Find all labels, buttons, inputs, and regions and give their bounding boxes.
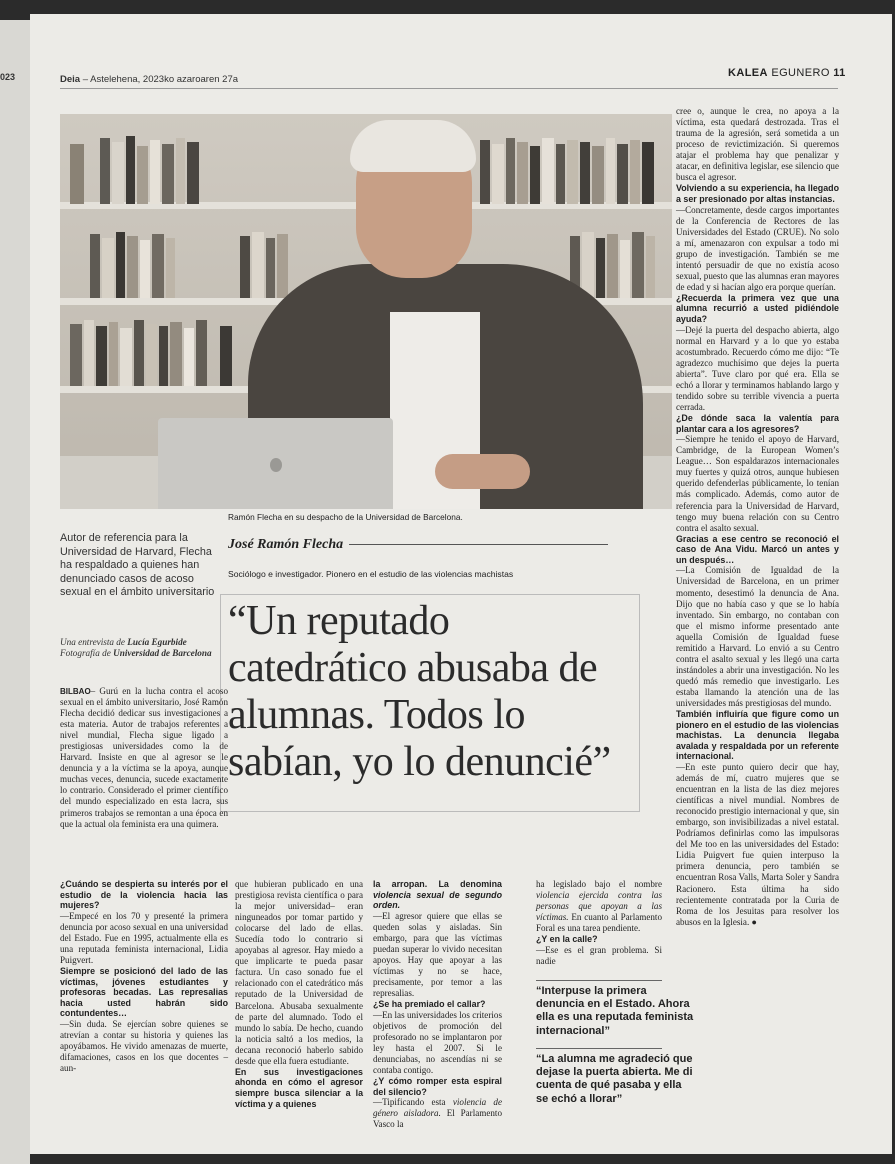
book-row	[70, 134, 230, 204]
question: También influiría que figure como un pionero en el estudio de las violencias machistas. La denuncia llegaba avalada y respaldada por un referente internacional.	[676, 709, 839, 762]
answer: —Sin duda. Se ejercían sobre quienes se atrevían a contar su historia y quienes las apoyábamos. He vivido amenazas de muerte, difamaciones, casos en los que docentes –aun-	[60, 1018, 228, 1074]
interview-author: Lucía Egurbide	[127, 637, 187, 647]
answer: —Siempre he tenido el apoyo de Harvard, Cambridge, de la European Women’s League… Son espaldarazos internacionales muy fuertes y quizá otros, aunque hubiesen querido defenderlas públicamente, lo tenían más complicado. Además, como autor de referencia para la Universidad de Harvard, tengo muy buena relación con su Centro contra el asalto sexual.	[676, 434, 839, 533]
column-1	[60, 879, 228, 1074]
laptop	[158, 418, 393, 509]
answer: —Tipificando esta violencia de género aisladora. El Parlamento Vasco la	[373, 1097, 503, 1130]
question: ¿Recuerda la primera vez que una alumna recurrió a usted pidiéndole ayuda?	[676, 292, 839, 325]
answer-continued: ha legislado bajo el nombre violencia ejercida contra las personas que apoyan a las víctimas. En cuanto al Parlamento Foral es una tarea pendiente.	[536, 879, 663, 934]
byline: Una entrevista de Lucía Egurbide Fotografía de Universidad de Barcelona	[60, 637, 212, 658]
headline: “Un reputado catedrático abusaba de alumnas. Todos lo sabían, yo lo denuncié”	[228, 598, 611, 785]
pull-quote-rule	[536, 980, 662, 981]
section-subtitle: EGUNERO	[771, 67, 830, 79]
column-2	[235, 879, 363, 1109]
previous-page-number: 023	[0, 72, 16, 82]
portrait-photo	[60, 114, 672, 509]
hair	[350, 120, 476, 172]
dateline: BILBAO	[60, 687, 91, 696]
question: En sus investigaciones ahonda en cómo el agresor siempre busca silenciar a la víctima y a quienes	[235, 1066, 363, 1109]
answer: —En este punto quiero decir que hay, además de mí, cuatro mujeres que se encuentran en la lista de las diez mejores científicas a nivel mundial. Nombres de reconocido prestigio internacional y que, sin embargo, son invisibilizadas a nivel estatal. Podríamos definirlas como las impulsoras del Me too en las universidades del Estado: Lidia Puigvert fue quien interpuso la primera denuncia, pero también se encuentran Rosa Valls, Marta Soler y Sandra Racionero. Esta última ha sido recientemente contratada por la Curia de Roma de los Jesuitas para resolver los abusos en la Iglesia. ●	[676, 762, 839, 927]
answer: —La Comisión de Igualdad de la Universidad de Barcelona, en un primer momento, desestimó la denuncia de Ana. Dijo que no había caso y que se lo había inventado. Sin embargo, no contaban con que el mismo informe presentado ante aquella Comisión de Igualdad fuese remitido a Harvard. Lo envió a su Centro contra el asalto sexual y les llegó una carta instándoles a abrir una investigación. No les quedó más remedio que investigarlo. Les estaba llamando la atención una de las universidades más prestigiosas del mundo.	[676, 565, 839, 708]
column-5	[676, 106, 839, 928]
newspaper-page	[30, 14, 892, 1154]
answer: —Ese es el gran problema. Si nadie	[536, 944, 662, 966]
section-name: KALEA	[728, 67, 768, 79]
question: ¿Y cómo romper esta espiral del silencio?	[373, 1076, 502, 1097]
book-row	[70, 228, 330, 298]
hand	[435, 454, 530, 489]
profile-name-bar	[228, 537, 608, 553]
photo-caption: Ramón Flecha en su despacho de la Universidad de Barcelona.	[228, 512, 463, 522]
column-1-intro: BILBAO– Gurú en la lucha contra el acoso sexual en el ámbito universitario, José Ramón Flecha decidió dedicar sus investigaciones a esta materia. Autor de trabajos referentes a nivel mundial, Flecha sigue ligado a prestigiosas universidades como la de Harvard. Insiste en que al agresor se le denuncia y a la víctima se la apoya, aunque muchas veces, denuncia, sucede exactamente lo contrario. Considerado el primer científico del mundo especializado en esta lacra, sus primeros trabajos se remontan a una época en que la actual ola feminista era una quimera.	[60, 686, 228, 829]
question-continued: la arropan. La denomina violencia sexual de segundo orden.	[373, 879, 502, 911]
end-mark: ●	[751, 916, 758, 927]
pull-quote-2: “La alumna me agradeció que dejase la puerta abierta. Me di cuenta de qué pasaba y ella se echó a llorar”	[536, 1053, 693, 1105]
page-number: 11	[833, 67, 846, 79]
article-deck: Autor de referencia para la Universidad de Harvard, Flecha ha respaldado a quienes han denunciado casos de acoso sexual en el ámbito universitario	[60, 532, 215, 599]
answer: —Dejé la puerta del despacho abierta, algo normal en Harvard y a lo que yo estaba acostumbrado. Recuerdo cómo me dijo: “Te agradezco muchísimo que dejes la puerta abierta”. Tuve claro por qué era. Ella se echó a llorar y terminamos hablando largo y tendido sobre su terrible vivencia a puerta cerrada.	[676, 324, 839, 412]
header-rule	[60, 88, 838, 89]
question: ¿Se ha premiado el callar?	[373, 999, 486, 1010]
column-3	[373, 879, 502, 1130]
previous-page-edge	[0, 20, 30, 1164]
question: Siempre se posicionó del lado de las víctimas, jóvenes estudiantes y profesoras becadas. Las represalias hacia usted habrán sido contundentes…	[60, 966, 228, 1019]
profile-role: Sociólogo e investigador. Pionero en el estudio de las violencias machistas	[228, 569, 514, 579]
profile-name: José Ramón Flecha	[228, 537, 608, 553]
question: Gracias a ese centro se reconoció el caso de Ana Vidu. Marcó un antes y un después…	[676, 533, 839, 565]
answer: —Empecé en los 70 y presenté la primera denuncia por acoso sexual en una universidad del Estado. Fue en 1995, actualmente ella es una reputada feminista internacional, Lidia Puigvert.	[60, 910, 228, 965]
publication-name: Deia	[60, 74, 81, 85]
header-publication-date	[60, 74, 238, 85]
photo-credit: Universidad de Barcelona	[113, 648, 212, 658]
question: ¿Y en la calle?	[536, 934, 598, 945]
book-row	[70, 316, 270, 386]
question: ¿Cuándo se despierta su interés por el estudio de la violencia hacia las mujeres?	[60, 879, 228, 911]
publication-date: – Astelehena, 2023ko azaroaren 27a	[82, 74, 239, 85]
question: ¿De dónde saca la valentía para plantar cara a los agresores?	[676, 413, 839, 434]
answer: —Concretamente, desde cargos importantes de la Conferencia de Rectores de las Universidades del Estado (CRUE). No solo a mí, amenazaron con expulsar a todo mi grupo de investigación. También se me intentó persuadir de que no existía acoso sexual, puesto que las alumnas eran mayores de edad y si hacían algo era porque querían.	[676, 204, 839, 292]
apple-logo-icon	[270, 458, 282, 472]
section-header	[728, 67, 846, 79]
answer: que hubieran publicado en una prestigiosa revista científica o para la mejor universidad– eran ninguneados por tomar partido y colocarse del lado de ellas. Sucedía todo lo contrario si apoyabas al agresor. Hay miedo a que implicarte te pueda pasar factura. Un caso sonado fue el relacionado con el catedrático más reputado de la Universidad de Barcelona. Abusaba sexualmente de parte del alumnado. Todo el mundo lo sabía. De hecho, cuando la noticia saltó a los medios, la decana reconoció haberlo sabido desde que ella fuera estudiante.	[235, 879, 363, 1066]
book-row	[480, 134, 670, 204]
answer: —El agresor quiere que ellas se queden solas y aisladas. Sin embargo, para que las víctimas puedan superar lo vivido necesitan apoyos. Hay que apoyar a las víctimas y no se hace, precisamente, por temor a las represalias.	[373, 910, 502, 999]
answer-continued: cree o, aunque le crea, no apoya a la víctima, esta quedará destrozada. Tras el trauma de la agresión, será sometida a un proceso de revictimización. Si queremos atajar el problema hay que penalizar y atacar, en definitiva legislar, ese silencio que busca el agresor.	[676, 106, 839, 183]
pull-quote-1: “Interpuse la primera denuncia en el Estado. Ahora ella es una reputada feminista internacional”	[536, 985, 694, 1037]
question: Volviendo a su experiencia, ha llegado a ser presionado por altas instancias.	[676, 183, 839, 204]
pull-quote-rule	[536, 1048, 662, 1049]
answer: —En las universidades los criterios objetivos de promoción del profesorado no se implantaron por ley hasta el 2007. Si le denunciabas, no ascendías ni se contaba contigo.	[373, 1009, 502, 1075]
column-4	[536, 879, 662, 967]
